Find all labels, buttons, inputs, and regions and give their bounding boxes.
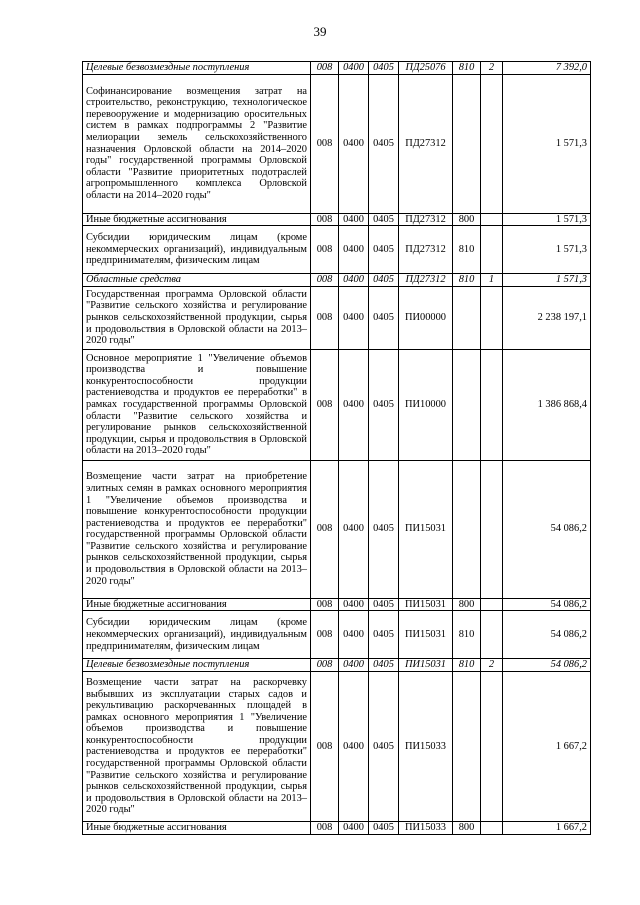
subsection-code: 0405 (369, 460, 399, 598)
table-row (83, 274, 591, 287)
subsection-code: 0405 (369, 274, 399, 287)
expense-type-code (453, 460, 481, 598)
row-name: Целевые безвозмездные поступления (83, 659, 311, 672)
target-article-code: ПИ15031 (399, 659, 453, 672)
funding-source-code: 2 (481, 659, 503, 672)
section-code: 0400 (339, 659, 369, 672)
amount: 1 571,3 (503, 226, 591, 274)
table-row (83, 286, 591, 349)
target-article-code: ПД27312 (399, 274, 453, 287)
section-code: 0400 (339, 671, 369, 821)
ministry-code: 008 (311, 611, 339, 659)
amount: 1 667,2 (503, 671, 591, 821)
amount: 1 571,3 (503, 274, 591, 287)
expense-type-code: 810 (453, 226, 481, 274)
subsection-code: 0405 (369, 659, 399, 672)
table-row (83, 460, 591, 598)
row-name: Субсидии юридическим лицам (кроме некоммерческих организаций), индивидуальным предпринимателям, физическим лицам (83, 611, 311, 659)
funding-source-code (481, 611, 503, 659)
amount: 2 238 197,1 (503, 286, 591, 349)
expense-type-code (453, 671, 481, 821)
expense-type-code: 810 (453, 659, 481, 672)
section-code: 0400 (339, 821, 369, 834)
section-code: 0400 (339, 274, 369, 287)
row-name: Иные бюджетные ассигнования (83, 821, 311, 834)
ministry-code: 008 (311, 274, 339, 287)
target-article-code: ПД27312 (399, 74, 453, 213)
row-name: Государственная программа Орловской области "Развитие сельского хозяйства и регулирование рынков сельскохозяйственной продукции, сырья и продовольствия в Орловской области на 2013–2020 годы" (83, 286, 311, 349)
subsection-code: 0405 (369, 821, 399, 834)
subsection-code: 0405 (369, 598, 399, 611)
expense-type-code: 810 (453, 611, 481, 659)
row-name: Субсидии юридическим лицам (кроме некоммерческих организаций), индивидуальным предпринимателям, физическим лицам (83, 226, 311, 274)
table-row (83, 349, 591, 460)
row-name: Софинансирование возмещения затрат на строительство, реконструкцию, технологическое перевооружение и модернизацию оросительных систем в рамках подпрограммы 2 "Развитие мелиорации земель сельскохозяйственного назначения Орловской области на 2014–2020 годы" государственной программы Орловской области "Развитие приоритетных подотраслей агропромышленного комплекса Орловской области на 2014–2020 годы" (83, 74, 311, 213)
ministry-code: 008 (311, 598, 339, 611)
funding-source-code (481, 460, 503, 598)
table-row (83, 226, 591, 274)
table-row (83, 611, 591, 659)
row-name: Иные бюджетные ассигнования (83, 598, 311, 611)
funding-source-code (481, 286, 503, 349)
target-article-code: ПИ15031 (399, 611, 453, 659)
expense-type-code: 800 (453, 213, 481, 226)
ministry-code: 008 (311, 671, 339, 821)
funding-source-code (481, 349, 503, 460)
target-article-code: ПИ00000 (399, 286, 453, 349)
section-code: 0400 (339, 62, 369, 75)
subsection-code: 0405 (369, 349, 399, 460)
table-row (83, 659, 591, 672)
subsection-code: 0405 (369, 62, 399, 75)
amount: 54 086,2 (503, 611, 591, 659)
row-name: Областные средства (83, 274, 311, 287)
target-article-code: ПИ10000 (399, 349, 453, 460)
subsection-code: 0405 (369, 671, 399, 821)
subsection-code: 0405 (369, 226, 399, 274)
ministry-code: 008 (311, 213, 339, 226)
row-name: Основное мероприятие 1 "Увеличение объемов производства и повышение конкурентоспособности продукции растениеводства и продуктов ее переработки" в рамках государственной программы Орловской области "Развитие сельского хозяйства и регулирование рынков сельскохозяйственной продукции, сырья и продовольствия в Орловской области на 2013–2020 годы" (83, 349, 311, 460)
amount: 1 571,3 (503, 213, 591, 226)
expense-type-code: 810 (453, 62, 481, 75)
section-code: 0400 (339, 286, 369, 349)
section-code: 0400 (339, 226, 369, 274)
target-article-code: ПД27312 (399, 226, 453, 274)
ministry-code: 008 (311, 349, 339, 460)
budget-table (82, 61, 591, 835)
ministry-code: 008 (311, 286, 339, 349)
expense-type-code (453, 286, 481, 349)
amount: 1 667,2 (503, 821, 591, 834)
row-name: Возмещение части затрат на раскорчевку выбывших из эксплуатации старых садов и рекультивацию раскорчеванных площадей в рамках основного мероприятия 1 "Увеличение объемов производства и повышение конкурентоспособности продукции растениеводства и продуктов ее переработки" государственной программы Орловской области "Развитие сельского хозяйства и регулирование рынков сельскохозяйственной продукции, сырья и продовольствия в Орловской области на 2013–2020 годы" (83, 671, 311, 821)
section-code: 0400 (339, 611, 369, 659)
table-row (83, 213, 591, 226)
amount: 1 386 868,4 (503, 349, 591, 460)
section-code: 0400 (339, 213, 369, 226)
expense-type-code: 800 (453, 821, 481, 834)
row-name: Иные бюджетные ассигнования (83, 213, 311, 226)
amount: 54 086,2 (503, 598, 591, 611)
ministry-code: 008 (311, 821, 339, 834)
funding-source-code (481, 226, 503, 274)
target-article-code: ПД27312 (399, 213, 453, 226)
funding-source-code (481, 598, 503, 611)
funding-source-code (481, 213, 503, 226)
ministry-code: 008 (311, 659, 339, 672)
ministry-code: 008 (311, 460, 339, 598)
target-article-code: ПД25076 (399, 62, 453, 75)
expense-type-code: 800 (453, 598, 481, 611)
section-code: 0400 (339, 460, 369, 598)
target-article-code: ПИ15033 (399, 671, 453, 821)
funding-source-code (481, 671, 503, 821)
expense-type-code (453, 74, 481, 213)
subsection-code: 0405 (369, 286, 399, 349)
funding-source-code (481, 821, 503, 834)
section-code: 0400 (339, 349, 369, 460)
funding-source-code (481, 74, 503, 213)
table-row (83, 821, 591, 834)
amount: 1 571,3 (503, 74, 591, 213)
section-code: 0400 (339, 74, 369, 213)
table-row (83, 598, 591, 611)
subsection-code: 0405 (369, 611, 399, 659)
target-article-code: ПИ15031 (399, 598, 453, 611)
section-code: 0400 (339, 598, 369, 611)
target-article-code: ПИ15031 (399, 460, 453, 598)
ministry-code: 008 (311, 74, 339, 213)
row-name: Целевые безвозмездные поступления (83, 62, 311, 75)
table-row (83, 74, 591, 213)
funding-source-code: 1 (481, 274, 503, 287)
funding-source-code: 2 (481, 62, 503, 75)
table-row (83, 671, 591, 821)
subsection-code: 0405 (369, 74, 399, 213)
ministry-code: 008 (311, 62, 339, 75)
amount: 54 086,2 (503, 460, 591, 598)
page-number: 39 (313, 24, 327, 39)
expense-type-code: 810 (453, 274, 481, 287)
subsection-code: 0405 (369, 213, 399, 226)
amount: 7 392,0 (503, 62, 591, 75)
expense-type-code (453, 349, 481, 460)
table-body (83, 62, 591, 835)
target-article-code: ПИ15033 (399, 821, 453, 834)
ministry-code: 008 (311, 226, 339, 274)
row-name: Возмещение части затрат на приобретение элитных семян в рамках основного мероприятия 1 "Увеличение объемов производства и повышение конкурентоспособности продукции растениеводства и продуктов ее переработки" государственной программы Орловской области "Развитие сельского хозяйства и регулирование рынков сельскохозяйственной продукции, сырья и продовольствия в Орловской области на 2013–2020 годы" (83, 460, 311, 598)
amount: 54 086,2 (503, 659, 591, 672)
table-row (83, 62, 591, 75)
